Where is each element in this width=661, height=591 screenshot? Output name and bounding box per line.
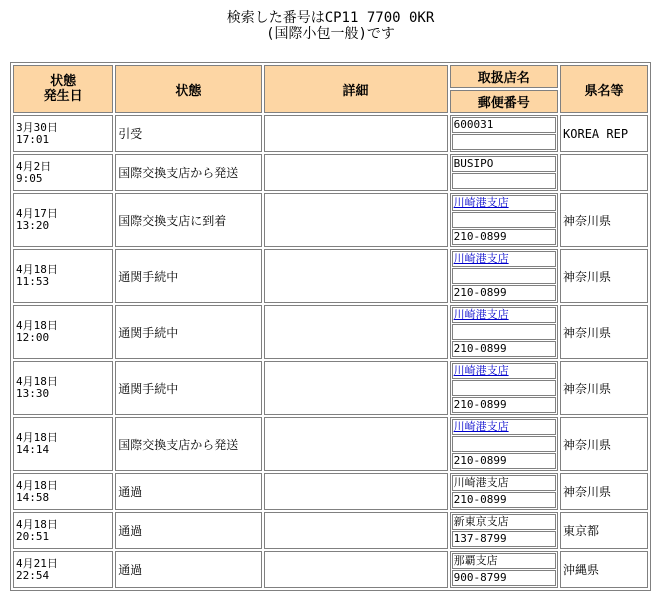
postal-code-box <box>452 134 556 150</box>
row-prefecture: 東京都 <box>560 512 648 549</box>
row-prefecture <box>560 154 648 191</box>
row-prefecture: 神奈川県 <box>560 361 648 415</box>
office-link[interactable]: 川崎港支店 <box>453 196 509 209</box>
row-prefecture: 神奈川県 <box>560 473 648 510</box>
table-row <box>13 305 648 359</box>
row-status: 通関手続中 <box>115 249 261 303</box>
header-office: 取扱店名 <box>450 65 558 88</box>
office-name-box <box>452 475 556 491</box>
postal-code: 210-0899 <box>453 286 507 299</box>
row-detail <box>264 154 448 191</box>
row-date: 4月21日 22:54 <box>13 551 113 588</box>
table-row <box>13 249 648 303</box>
row-office-postal <box>450 512 558 549</box>
office-name-box <box>452 419 556 435</box>
postal-code-box <box>452 285 556 301</box>
postal-code-box <box>452 397 556 413</box>
row-date: 4月18日 14:58 <box>13 473 113 510</box>
row-date: 4月18日 14:14 <box>13 417 113 471</box>
tracking-table <box>10 62 651 591</box>
title-line-1: 検索した番号はCP11 7700 0KR <box>226 10 435 26</box>
row-office-postal <box>450 361 558 415</box>
office-link[interactable]: 川崎港支店 <box>453 252 509 265</box>
row-detail <box>264 305 448 359</box>
page-title <box>0 0 661 50</box>
header-status: 状態 <box>115 65 261 113</box>
table-row <box>13 551 648 588</box>
office-link[interactable]: 川崎港支店 <box>453 308 509 321</box>
office-name-box <box>452 307 556 323</box>
table-row <box>13 417 648 471</box>
postal-code-box <box>452 173 556 189</box>
row-date: 4月17日 13:20 <box>13 193 113 247</box>
table-row <box>13 193 648 247</box>
row-detail <box>264 512 448 549</box>
office-name-box <box>452 553 556 569</box>
row-status: 通過 <box>115 512 261 549</box>
row-detail <box>264 417 448 471</box>
office-spacer-box <box>452 268 556 284</box>
postal-code-box <box>452 492 556 508</box>
office-name-box <box>452 251 556 267</box>
postal-code: 210-0899 <box>453 493 507 506</box>
row-detail <box>264 473 448 510</box>
row-date: 4月18日 13:30 <box>13 361 113 415</box>
row-prefecture: 神奈川県 <box>560 417 648 471</box>
office-spacer-box <box>452 380 556 396</box>
row-date: 4月18日 12:00 <box>13 305 113 359</box>
row-detail <box>264 249 448 303</box>
header-postal: 郵便番号 <box>450 90 558 113</box>
row-date: 4月18日 20:51 <box>13 512 113 549</box>
header-detail: 詳細 <box>264 65 448 113</box>
table-row <box>13 512 648 549</box>
office-name-box <box>452 195 556 211</box>
postal-code: 210-0899 <box>453 230 507 243</box>
postal-code: 210-0899 <box>453 342 507 355</box>
row-date: 4月2日 9:05 <box>13 154 113 191</box>
row-prefecture: 神奈川県 <box>560 305 648 359</box>
postal-code: 137-8799 <box>453 532 507 545</box>
office-name-box <box>452 156 556 172</box>
office-name: 新東京支店 <box>453 515 509 528</box>
table-row <box>13 154 648 191</box>
row-office-postal <box>450 115 558 152</box>
postal-code-box <box>452 453 556 469</box>
row-office-postal <box>450 305 558 359</box>
office-name: BUSIPO <box>453 157 494 170</box>
row-status: 通関手続中 <box>115 305 261 359</box>
row-detail <box>264 193 448 247</box>
postal-code-box <box>452 531 556 547</box>
office-spacer-box <box>452 436 556 452</box>
row-office-postal <box>450 193 558 247</box>
row-status: 通関手続中 <box>115 361 261 415</box>
row-status: 国際交換支店から発送 <box>115 417 261 471</box>
row-office-postal <box>450 249 558 303</box>
postal-code: 900-8799 <box>453 571 507 584</box>
office-name: 那覇支店 <box>453 554 498 567</box>
row-detail <box>264 551 448 588</box>
row-office-postal <box>450 551 558 588</box>
header-date: 状態 発生日 <box>13 65 113 113</box>
tracking-rows <box>13 115 648 588</box>
row-office-postal <box>450 473 558 510</box>
office-link[interactable]: 川崎港支店 <box>453 364 509 377</box>
row-status: 通過 <box>115 551 261 588</box>
postal-code: 210-0899 <box>453 454 507 467</box>
office-name-box <box>452 363 556 379</box>
table-row <box>13 115 648 152</box>
row-date: 4月18日 11:53 <box>13 249 113 303</box>
office-spacer-box <box>452 212 556 228</box>
row-status: 通過 <box>115 473 261 510</box>
row-office-postal <box>450 417 558 471</box>
row-date: 3月30日 17:01 <box>13 115 113 152</box>
row-prefecture: 神奈川県 <box>560 249 648 303</box>
row-office-postal <box>450 154 558 191</box>
office-name: 川崎港支店 <box>453 476 509 489</box>
office-link[interactable]: 川崎港支店 <box>453 420 509 433</box>
row-status: 引受 <box>115 115 261 152</box>
row-detail <box>264 115 448 152</box>
postal-code-box <box>452 570 556 586</box>
postal-code: 210-0899 <box>453 398 507 411</box>
office-spacer-box <box>452 324 556 340</box>
postal-code-box <box>452 229 556 245</box>
row-prefecture: 沖縄県 <box>560 551 648 588</box>
header-prefecture: 県名等 <box>560 65 648 113</box>
row-prefecture: KOREA REP <box>560 115 648 152</box>
row-detail <box>264 361 448 415</box>
table-row <box>13 473 648 510</box>
office-name-box <box>452 514 556 530</box>
row-status: 国際交換支店に到着 <box>115 193 261 247</box>
postal-code-box <box>452 341 556 357</box>
office-name: 600031 <box>453 118 494 131</box>
office-name-box <box>452 117 556 133</box>
row-prefecture: 神奈川県 <box>560 193 648 247</box>
row-status: 国際交換支店から発送 <box>115 154 261 191</box>
table-row <box>13 361 648 415</box>
title-line-2: (国際小包一般)です <box>266 26 395 42</box>
